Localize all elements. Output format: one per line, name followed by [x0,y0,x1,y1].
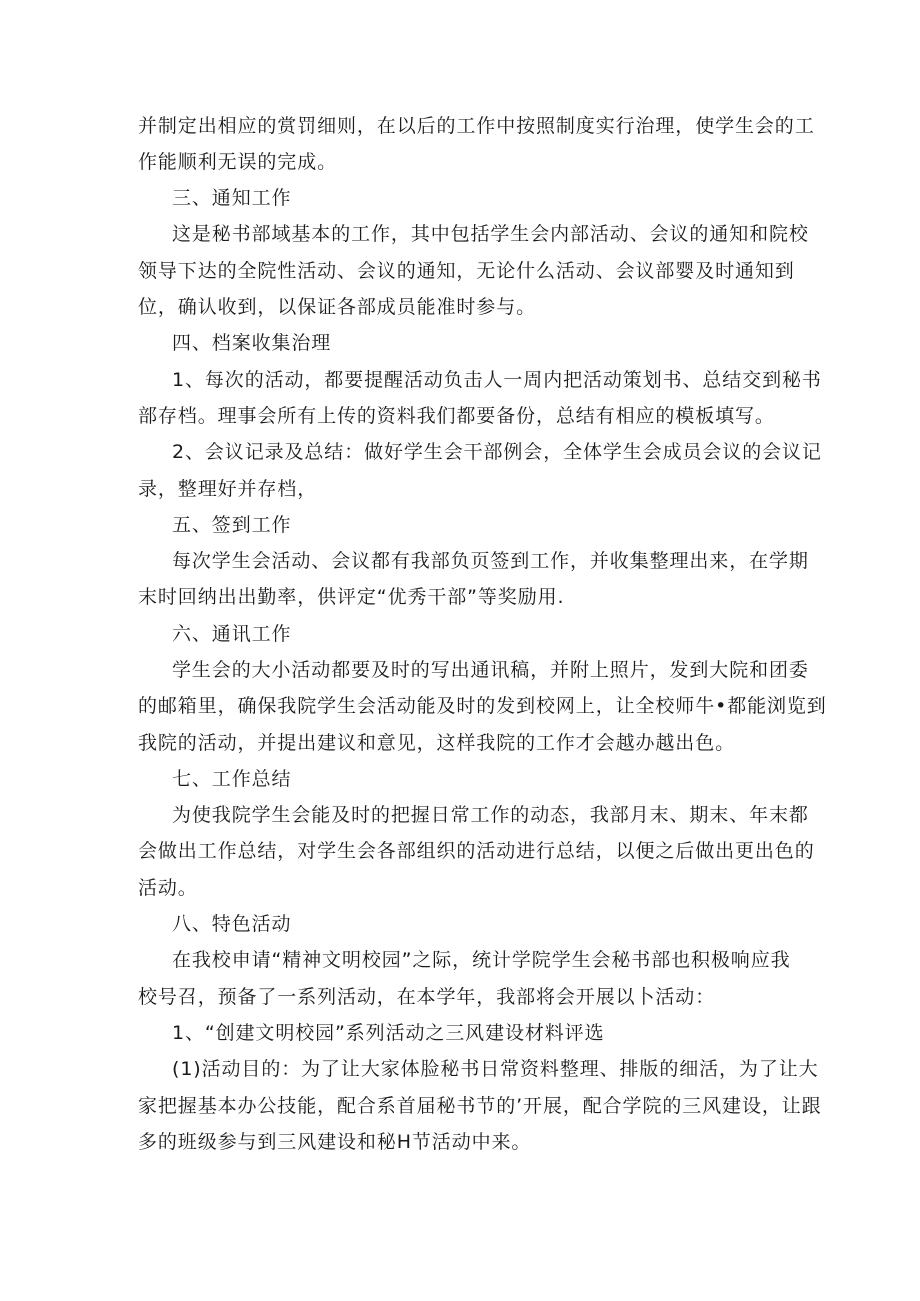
text-line: 1、每次的活动，都要提醒活动负击人一周内把活动策划书、总结交到秘书 [172,369,822,391]
text-line: 在我校申请“精神文明校园”之际，统计学院学生会秘书部也积极响应我 [172,949,791,971]
text-line: 家把握基本办公技能，配合系首届秘书节的’开展，配合学院的三风建设，让跟 [138,1095,822,1117]
section-heading-featured: 八、特色活动 [172,913,292,935]
text-line: 1、“创建文明校园”系列活动之三风建设材料评选 [172,1022,605,1044]
text-line: 末时回纳出出勤率，供评定“优秀干部”等奖励用. [138,586,565,608]
section-heading-communication: 六、通讯工作 [172,623,292,645]
text-line: 我院的活动，并提出建议和意见，这样我院的工作才会越办越出色。 [138,732,736,754]
text-line: 位，确认收到，以保证各部成员能准时参与。 [138,296,537,318]
text-line: 为使我院学生会能及时的把握日常工作的动态，我部月末、期末、年末都 [172,804,809,826]
text-line: 会做出工作总结，对学生会各部组织的活动进行总结，以便之后做出更出色的 [138,840,815,862]
text-line: 活动。 [138,877,198,899]
text-line: 领导下达的全院性活动、会议的通知，无论什么活动、会议部婴及时通知到 [138,260,795,282]
text-line: 学生会的大小活动都要及时的写出通讯稿，并附上照片，发到大院和团委 [172,659,809,681]
text-line: 录，整理好并存档， [138,478,318,500]
section-heading-notification: 三、通知工作 [172,187,292,209]
text-line: (1)活动目的：为了让大家体脸秘书日常资料整理、排版的细活，为了让大 [172,1058,819,1080]
text-line: 校号召，预备了一系列活动，在本学年，我部将会开展以卜活动： [138,986,716,1008]
text-line: 的邮箱里，确保我院学生会活动能及时的发到校网上，让全校师牛•都能浏览到 [138,695,827,717]
text-line: 多的班级参与到三风建设和秘H节活动中来。 [138,1131,532,1153]
section-heading-summary: 七、工作总结 [172,768,292,790]
text-line: 这是秘书部域基本的工作，其中包括学生会内部活动、会议的通知和院校 [172,223,809,245]
text-line: 并制定出相应的赏罚细则，在以后的工作中按照制度实行治理，使学生会的工 [138,115,815,137]
text-line: 每次学生会活动、会议都有我部负页签到工作，并收集整理出来，在学期 [172,550,809,572]
section-heading-signin: 五、签到工作 [172,514,292,536]
text-line: 作能顺利无误的完成。 [138,151,338,173]
text-line: 部存档。理事会所有上传的资料我们都要备份，总结有相应的模板填写。 [138,405,775,427]
text-line: 2、会议记录及总结：做好学生会干部例会，全体学生会成员会议的会议记 [172,441,822,463]
section-heading-archive: 四、档案收集治理 [172,332,332,354]
